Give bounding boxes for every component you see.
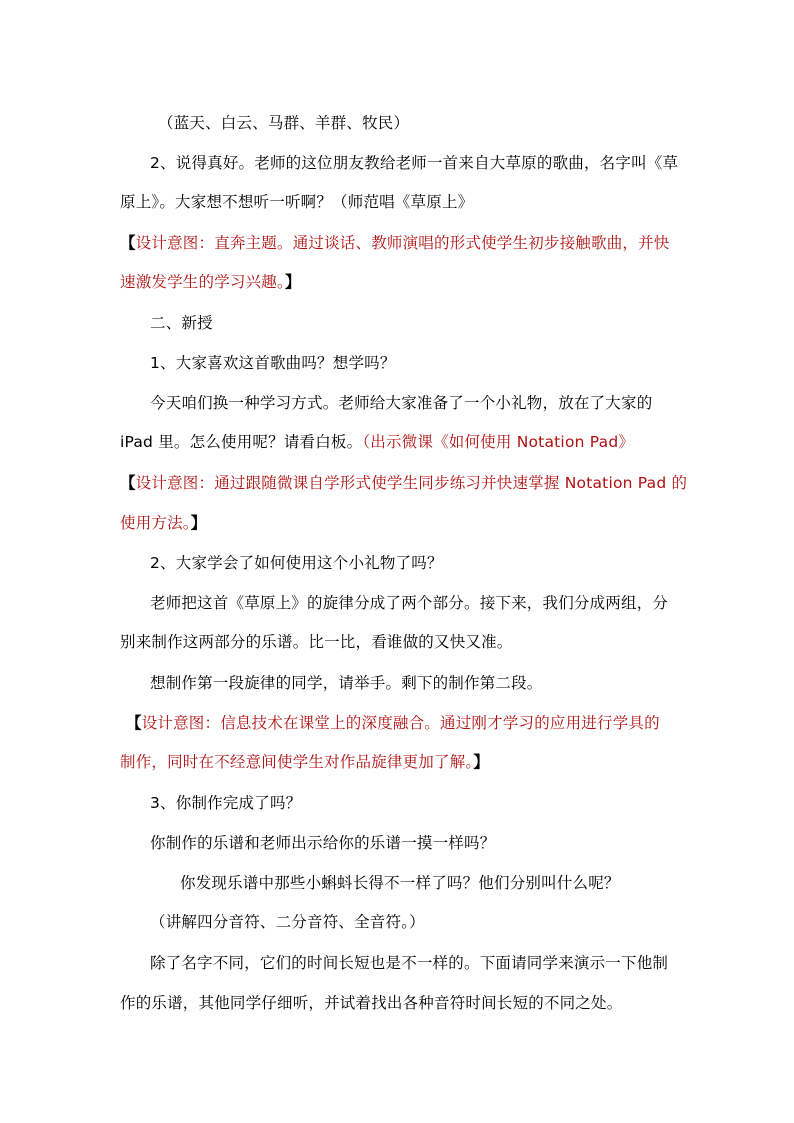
paragraph-duration-line-2 (120, 993, 622, 1013)
design-intent-3-line-1 (126, 713, 660, 733)
paragraph-duration-text-1: 除了名字不同，它们的时间长短也是不一样的。下面请同学来演示一下他制 (150, 954, 669, 972)
step-2-text-2: 原上》。大家想不想听一听啊？（师范唱《草原上》 (120, 193, 474, 211)
paragraph-duration-text-2: 作的乐谱，其他同学仔细听，并试着找出各种音符时间长短的不同之处。 (120, 994, 623, 1012)
open-bracket: 【 (120, 474, 136, 492)
step-1-text: 1、大家喜欢这首歌曲吗？想学吗？ (150, 354, 396, 372)
paragraph-ipad-line-2 (120, 432, 634, 452)
step-2-text-1: 2、说得真好。老师的这位朋友教给老师一首来自大草原的歌曲，名字叫《草 (150, 154, 679, 172)
question-same-score-line (150, 833, 495, 853)
design-intent-2-line-2 (120, 513, 206, 533)
design-intent-2-text-2: 使用方法。 (120, 514, 191, 532)
step-2-line-1 (150, 153, 678, 173)
step-2b-text: 2、大家学会了如何使用这个小礼物了吗？ (150, 554, 443, 572)
design-intent-1-line-2 (120, 272, 301, 292)
question-same-score-text: 你制作的乐谱和老师出示给你的乐谱一摸一样吗？ (150, 834, 496, 852)
paragraph-ipad-text-1: 今天咱们换一种学习方式。老师给大家准备了一个小礼物，放在了大家的 (150, 394, 653, 412)
paragraph-raise-hand-text: 想制作第一段旋律的同学，请举手。剩下的制作第二段。 (150, 674, 543, 692)
section-heading-text: 二、新授 (150, 314, 213, 332)
step-2-line-2 (120, 192, 473, 212)
answer-list-line (158, 113, 409, 133)
open-bracket: 【 (120, 234, 136, 252)
paragraph-ipad-line-1 (150, 393, 652, 413)
step-3-text: 3、你制作完成了吗？ (150, 794, 302, 812)
design-intent-2-text-1: 设计意图：通过跟随微课自学形式使学生同步练习并快速掌握 Notation Pad 的 (135, 474, 688, 492)
question-tadpoles-line (180, 873, 620, 893)
section-heading-new-lesson (150, 313, 213, 333)
paragraph-split-text-2: 别来制作这两部分的乐谱。比一比，看谁做的又快又准。 (120, 633, 513, 651)
close-bracket: 】 (473, 753, 490, 771)
design-intent-3-text-1: 设计意图：信息技术在课堂上的深度融合。通过刚才学习的应用进行学具的 (141, 714, 660, 732)
paragraph-duration-line-1 (150, 953, 668, 973)
question-tadpoles-text: 你发现乐谱中那些小蝌蚪长得不一样了吗？他们分别叫什么呢？ (180, 874, 620, 892)
close-bracket: 】 (190, 514, 207, 532)
design-intent-1-line-1 (120, 233, 670, 253)
design-intent-1-text-1: 设计意图：直奔主题。通过谈话、教师演唱的形式使学生初步接触歌曲，并快 (135, 234, 670, 252)
paragraph-split-line-1 (150, 593, 668, 613)
design-intent-3-text-2: 制作，同时在不经意间使学生对作品旋律更加了解。 (120, 753, 474, 771)
note-types-line (150, 912, 425, 932)
step-3-line (150, 793, 301, 813)
answer-list-text: （蓝天、白云、马群、羊群、牧民） (158, 114, 410, 132)
step-1-line (150, 353, 396, 373)
open-bracket: 【 (126, 714, 142, 732)
close-bracket: 】 (284, 273, 301, 291)
paragraph-raise-hand-line (150, 673, 543, 693)
micro-lesson-note: （出示微课《如何使用 Notation Pad》 (362, 433, 635, 451)
design-intent-1-text-2: 速激发学生的学习兴趣。 (120, 273, 285, 291)
paragraph-ipad-text-2: iPad 里。怎么使用呢？请看白板。 (120, 433, 363, 451)
note-types-text: （讲解四分音符、二分音符、全音符。） (150, 913, 425, 931)
design-intent-2-line-1 (120, 473, 687, 493)
step-2b-line (150, 553, 443, 573)
paragraph-split-text-1: 老师把这首《草原上》的旋律分成了两个部分。接下来，我们分成两组，分 (150, 594, 669, 612)
paragraph-split-line-2 (120, 632, 513, 652)
design-intent-3-line-2 (120, 752, 489, 772)
